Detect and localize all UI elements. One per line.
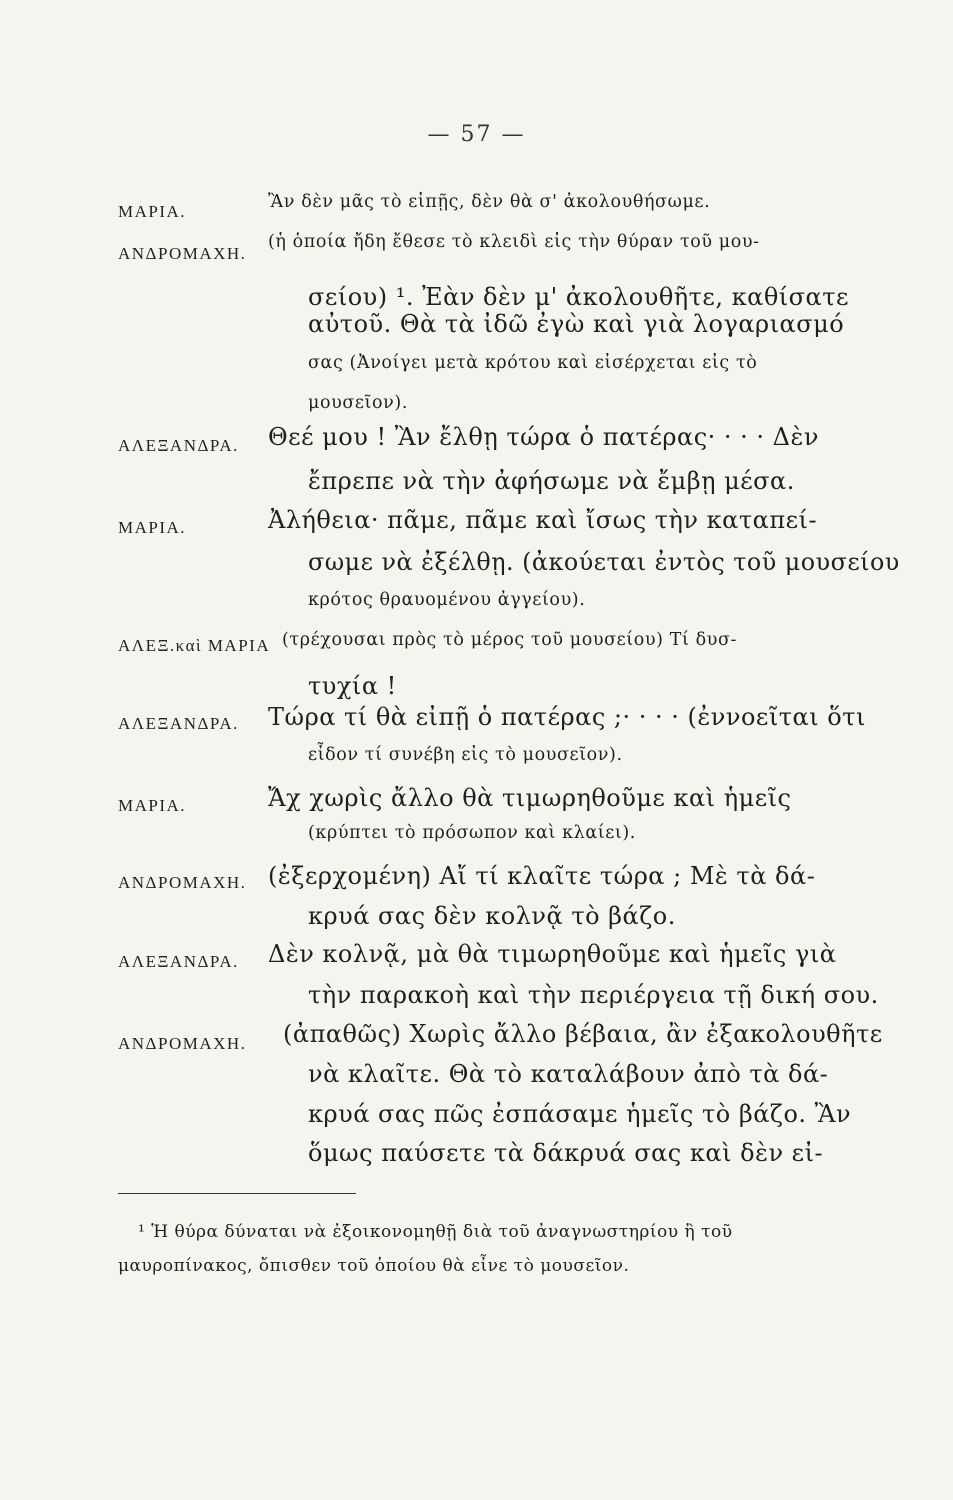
dialogue-line: (ἐξερχομένη) Αἴ τί κλαῖτε τώρα ; Μὲ τὰ δά- [268,862,816,890]
dialogue-line: σας (Ἀνοίγει μετὰ κρότου καὶ εἰσέρχεται εἰς τὸ [308,353,758,373]
dialogue-line: Θεέ μου ! Ἂν ἔλθῃ τώρα ὁ πατέρας· · · · Δὲν [268,423,819,451]
speaker-label: ΑΛΕΞ.καὶ ΜΑΡΙΑ [118,636,271,655]
speaker-label: ΜΑΡΙΑ. [118,202,187,221]
dialogue-line: Δὲν κολνᾷ, μὰ θὰ τιμωρηθοῦμε καὶ ἡμεῖς γιὰ [268,940,837,968]
dialogue-line: τὴν παρακοὴ καὶ τὴν περιέργεια τῇ δική σου. [308,981,879,1009]
dialogue-line: Ἀλήθεια· πᾶμε, πᾶμε καὶ ἴσως τὴν καταπεί- [268,506,818,534]
dialogue-line: κρότος θραυομένου ἀγγείου). [308,590,586,610]
dialogue-line: νὰ κλαῖτε. Θὰ τὸ καταλάβουν ἀπὸ τὰ δά- [308,1060,829,1088]
speaker-label: ΑΝΔΡΟΜΑΧΗ. [118,1034,247,1053]
dialogue-line: σωμε νὰ ἐξέλθῃ. (ἀκούεται ἐντὸς τοῦ μουσείου [308,548,900,576]
speaker-label: ΑΛΕΞΑΝΔΡΑ. [118,436,239,455]
dialogue-line: Ἂν δὲν μᾶς τὸ εἰπῇς, δὲν θὰ σ' ἀκολουθήσωμε. [268,192,711,212]
dialogue-line: μουσεῖον). [308,393,408,413]
page-number: — 57 — [427,122,526,147]
speaker-label: ΜΑΡΙΑ. [118,518,187,537]
dialogue-line: αὐτοῦ. Θὰ τὰ ἰδῶ ἐγὼ καὶ γιὰ λογαριασμό [308,310,845,338]
dialogue-line: κρυά σας δὲν κολνᾷ τὸ βάζο. [308,902,676,930]
speaker-label: ΑΝΔΡΟΜΑΧΗ. [118,244,247,263]
speaker-label: ΑΝΔΡΟΜΑΧΗ. [118,873,247,892]
dialogue-line: Τώρα τί θὰ εἰπῇ ὁ πατέρας ;· · · · (ἐννοεῖται ὅτι [268,703,866,731]
dialogue-line: κρυά σας πῶς ἐσπάσαμε ἡμεῖς τὸ βάζο. Ἂν [308,1100,852,1128]
dialogue-line: σείου) ¹. Ἐὰν δὲν μ' ἀκολουθῆτε, καθίσατε [308,283,849,311]
dialogue-line: εἶδον τί συνέβη εἰς τὸ μουσεῖον). [308,745,623,765]
dialogue-line: ἔπρεπε νὰ τὴν ἀφήσωμε νὰ ἔμβῃ μέσα. [308,467,795,495]
dialogue-line: (κρύπτει τὸ πρόσωπον καὶ κλαίει). [308,823,636,843]
dialogue-line: (ἡ ὁποία ἤδη ἔθεσε τὸ κλειδὶ εἰς τὴν θύραν τοῦ μου- [268,232,760,252]
speaker-label: ΑΛΕΞΑΝΔΡΑ. [118,952,239,971]
footnote-rule [118,1193,356,1194]
dialogue-line: (τρέχουσαι πρὸς τὸ μέρος τοῦ μουσείου) Τί δυσ- [282,630,738,650]
speaker-label: ΜΑΡΙΑ. [118,796,187,815]
speaker-label: ΑΛΕΞΑΝΔΡΑ. [118,714,239,733]
footnote-line: ¹ Ἡ θύρα δύναται νὰ ἐξοικονομηθῇ διὰ τοῦ ἀναγνωστηρίου ἢ τοῦ [138,1222,733,1242]
footnote-line: μαυροπίνακος, ὄπισθεν τοῦ ὁποίου θὰ εἶνε τὸ μουσεῖον. [118,1256,630,1276]
dialogue-line: Ἄχ χωρὶς ἄλλο θὰ τιμωρηθοῦμε καὶ ἡμεῖς [268,784,792,812]
dialogue-line: ὅμως παύσετε τὰ δάκρυά σας καὶ δὲν εἰ- [308,1139,824,1167]
dialogue-line: (ἀπαθῶς) Χωρὶς ἄλλο βέβαια, ἂν ἐξακολουθῆτε [283,1020,883,1048]
dialogue-line: τυχία ! [308,672,397,700]
